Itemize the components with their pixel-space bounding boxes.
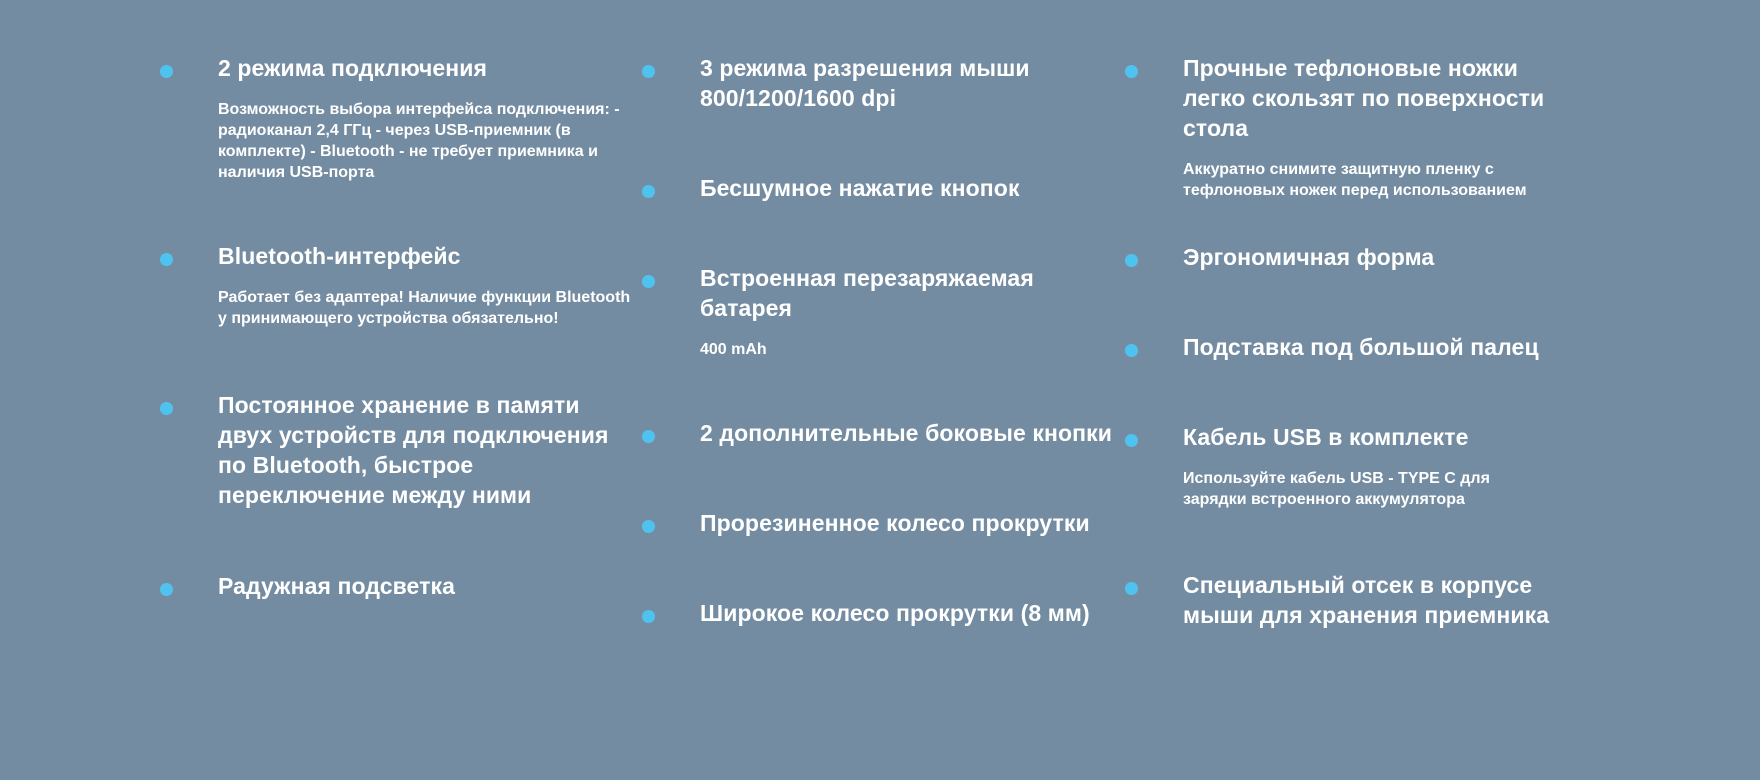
bullet-dot-icon xyxy=(642,65,655,78)
feature-title: 3 режима разрешения мыши 800/1200/1600 dpi xyxy=(700,55,1030,111)
feature-description: Работает без адаптера! Наличие функции Bluetooth у принимающего устройства обязательно! xyxy=(218,289,631,327)
feature-item-rainbow-backlight xyxy=(160,571,642,601)
bullet-dot-icon xyxy=(642,275,655,288)
feature-item-side-buttons xyxy=(642,418,1125,448)
feature-item-receiver-compartment xyxy=(1125,570,1565,630)
feature-item-battery xyxy=(642,263,1125,360)
feature-item-usb-cable xyxy=(1125,422,1565,510)
feature-title: Бесшумное нажатие кнопок xyxy=(700,175,1020,201)
features-grid xyxy=(160,53,1565,630)
bullet-dot-icon xyxy=(1125,434,1138,447)
bullet-dot-icon xyxy=(1125,582,1138,595)
feature-title: Прочные тефлоновые ножки легко скользят по поверхности стола xyxy=(1183,55,1545,141)
feature-item-connection-modes xyxy=(160,53,642,183)
feature-item-dpi-modes xyxy=(642,53,1125,113)
feature-description: Возможность выбора интерфейса подключения: - радиоканал 2,4 ГГц - через USB-приемник (в комплекте) - Bluetooth - не требует приемника и наличия USB-порта xyxy=(218,101,620,181)
feature-title: Постоянное хранение в памяти двух устройств для подключения по Bluetooth, быстрое переключение между ними xyxy=(218,392,609,508)
bullet-dot-icon xyxy=(160,253,173,266)
feature-item-ergonomic-shape xyxy=(1125,242,1565,272)
features-column-2 xyxy=(642,53,1125,630)
features-column-3 xyxy=(1125,53,1565,630)
feature-item-bluetooth xyxy=(160,241,642,329)
bullet-dot-icon xyxy=(1125,344,1138,357)
feature-item-device-memory xyxy=(160,390,642,510)
bullet-dot-icon xyxy=(160,65,173,78)
feature-description: 400 mAh xyxy=(700,341,767,358)
bullet-dot-icon xyxy=(1125,65,1138,78)
feature-description: Используйте кабель USB - TYPE C для зарядки встроенного аккумулятора xyxy=(1183,470,1490,508)
feature-title: Bluetooth-интерфейс xyxy=(218,243,461,269)
feature-item-teflon-feet xyxy=(1125,53,1565,201)
features-column-1 xyxy=(160,53,642,630)
feature-title: Кабель USB в комплекте xyxy=(1183,424,1469,450)
feature-description: Аккуратно снимите защитную пленку с тефлоновых ножек перед использованием xyxy=(1183,161,1527,199)
bullet-dot-icon xyxy=(1125,254,1138,267)
bullet-dot-icon xyxy=(642,430,655,443)
bullet-dot-icon xyxy=(642,185,655,198)
feature-title: Широкое колесо прокрутки (8 мм) xyxy=(700,600,1090,626)
feature-title: Подставка под большой палец xyxy=(1183,334,1539,360)
bullet-dot-icon xyxy=(642,520,655,533)
feature-item-rubber-wheel xyxy=(642,508,1125,538)
feature-title: 2 дополнительные боковые кнопки xyxy=(700,420,1112,446)
bullet-dot-icon xyxy=(642,610,655,623)
feature-title: Радужная подсветка xyxy=(218,573,455,599)
feature-item-silent-click xyxy=(642,173,1125,203)
feature-title: Эргономичная форма xyxy=(1183,244,1435,270)
feature-item-thumb-rest xyxy=(1125,332,1565,362)
bullet-dot-icon xyxy=(160,402,173,415)
feature-title: Прорезиненное колесо прокрутки xyxy=(700,510,1090,536)
feature-title: Специальный отсек в корпусе мыши для хранения приемника xyxy=(1183,572,1550,628)
bullet-dot-icon xyxy=(160,583,173,596)
feature-title: 2 режима подключения xyxy=(218,55,488,81)
feature-item-wide-wheel xyxy=(642,598,1125,628)
feature-title: Встроенная перезаряжаемая батарея xyxy=(700,265,1034,321)
